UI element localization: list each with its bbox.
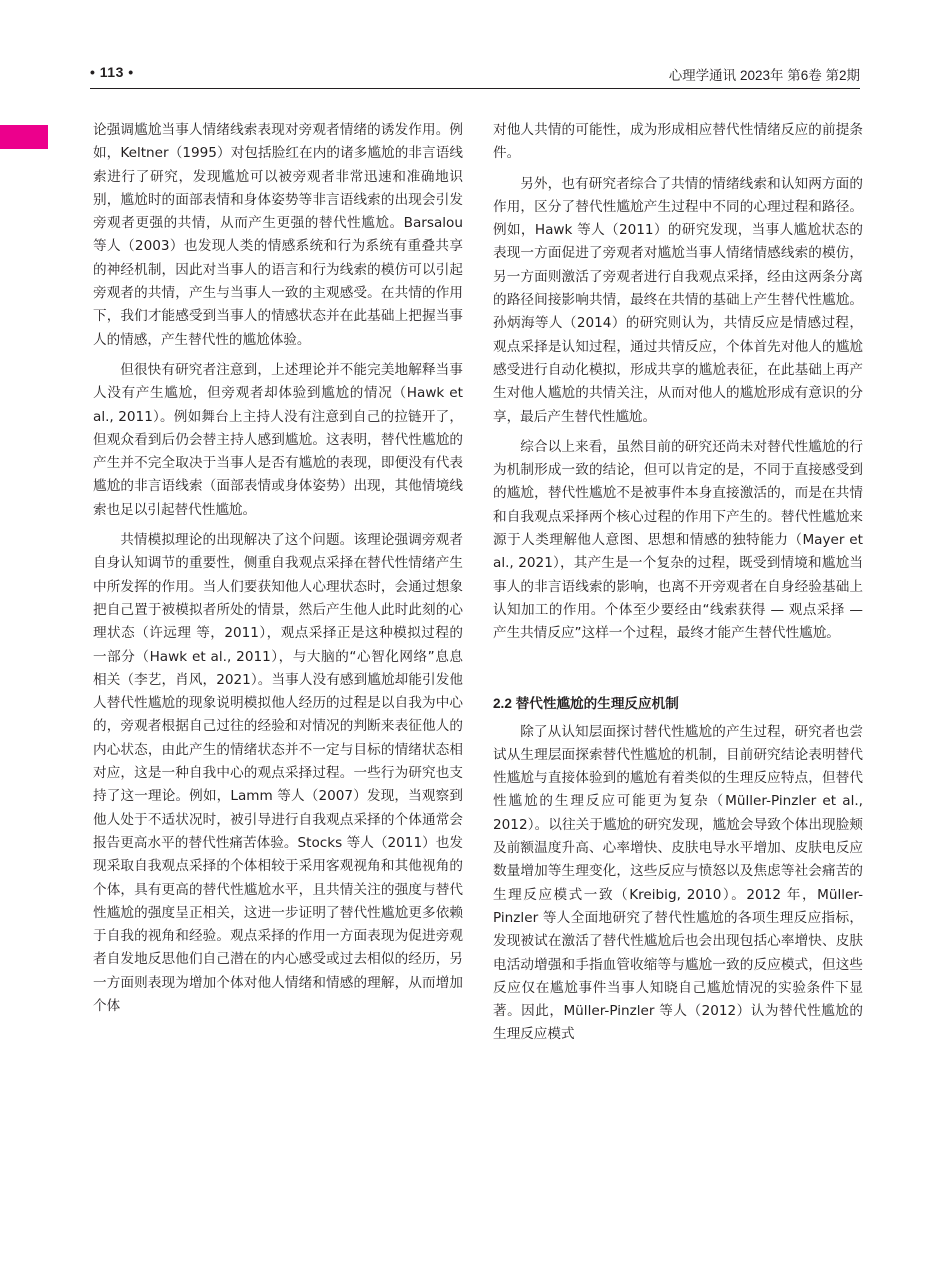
pink-tab-marker (0, 125, 48, 149)
page-number: • 113 • (90, 64, 134, 80)
paragraph: 论强调尴尬当事人情绪线索表现对旁观者情绪的诱发作用。例如，Keltner（1995）对包括脸红在内的诸多尴尬的非言语线索进行了研究，发现尴尬可以被旁观者非常迅速和准确地识别，尴尬时的面部表情和身体姿势等非言语线索的出现会引发旁观者更强的共情，从而产生更强的替代性尴尬。Barsalou 等人（2003）也发现人类的情感系统和行为系统有重叠共享的神经机制，因此对当事人的语言和行为线索的模仿可以引起旁观者的共情，产生与当事人一致的主观感受。在共情的作用下，我们才能感受到当事人的情感状态并在此基础上把握当事人的情感，产生替代性的尴尬体验。 (93, 122, 463, 348)
paragraph: 对他人共情的可能性，成为形成相应替代性情绪反应的前提条件。 (493, 122, 863, 162)
paragraph: 但很快有研究者注意到，上述理论并不能完美地解释当事人没有产生尴尬，但旁观者却体验到尴尬的情况（Hawk et al., 2011）。例如舞台上主持人没有注意到自己的拉链开了，但观众看到后仍会替主持人感到尴尬。这表明，替代性尴尬的产生并不完全取决于当事人是否有尴尬的表现，即便没有代表尴尬的非言语线索（面部表情或身体姿势）出现，其他情境线索也足以引起替代性尴尬。 (93, 361, 463, 518)
paragraph: 综合以上来看，虽然目前的研究还尚未对替代性尴尬的行为机制形成一致的结论，但可以肯定的是，不同于直接感受到的尴尬，替代性尴尬不是被事件本身直接激活的，而是在共情和自我观点采择两个核心过程的作用下产生的。替代性尴尬来源于人类理解他人意图、思想和情感的独特能力（Mayer et al., 2021），其产生是一个复杂的过程，既受到情境和尴尬当事人的非言语线索的影响，也离不开旁观者在自身经验基础上认知加工的作用。个体至少要经由“线索获得 — 观点采择 — 产生共情反应”这样一个过程，最终才能产生替代性尴尬。 (493, 438, 863, 642)
header-rule (90, 88, 860, 89)
left-column (93, 119, 463, 1025)
right-column (493, 119, 863, 1054)
paragraph: 另外，也有研究者综合了共情的情绪线索和认知两方面的作用，区分了替代性尴尬产生过程中不同的心理过程和路径。例如，Hawk 等人（2011）的研究发现，当事人尴尬状态的表现一方面促进了旁观者对尴尬当事人情绪情感线索的模仿，另一方面则激活了旁观者进行自我观点采择，经由这两条分离的路径间接影响共情，最终在共情的基础上产生替代性尴尬。孙炳海等人（2014）的研究则认为，共情反应是情感过程，观点采择是认知过程，通过共情反应，个体首先对他人的尴尬感受进行自动化模拟，形成共享的尴尬表征，在此基础上再产生对他人尴尬的共情关注，从而对他人的尴尬形成有意识的分享，最后产生替代性尴尬。 (493, 175, 863, 425)
section-heading: 2.2 替代性尴尬的生理反应机制 (493, 695, 679, 711)
journal-info: 心理学通讯 2023年 第6卷 第2期 (668, 68, 860, 83)
paragraph: 除了从认知层面探讨替代性尴尬的产生过程，研究者也尝试从生理层面探索替代性尴尬的机制，目前研究结论表明替代性尴尬与直接体验到的尴尬有着类似的生理反应特点，但替代性尴尬的生理反应可能更为复杂（Müller-Pinzler et al., 2012）。以往关于尴尬的研究发现，尴尬会导致个体出现脸颊及前额温度升高、心率增快、皮肤电导水平增加、皮肤电反应数量增加等生理变化，这些反应与愤怒以及焦虑等社会痛苦的生理反应模式一致（Kreibig, 2010）。2012 年，Müller-Pinzler 等人全面地研究了替代性尴尬的各项生理反应指标，发现被试在激活了替代性尴尬后也会出现包括心率增快、皮肤电活动增强和手指血管收缩等与尴尬一致的反应模式，但这些反应仅在尴尬事件当事人知晓自己尴尬情况的实验条件下显著。因此，Müller-Pinzler 等人（2012）认为替代性尴尬的生理反应模式 (493, 723, 863, 1043)
paragraph: 共情模拟理论的出现解决了这个问题。该理论强调旁观者自身认知调节的重要性，侧重自我观点采择在替代性情绪产生中所发挥的作用。当人们要获知他人心理状态时，会通过想象把自己置于被模拟者所处的情景，然后产生他人此时此刻的心理状态（许远理 等，2011），观点采择正是这种模拟过程的一部分（Hawk et al., 2011），与大脑的“心智化网络”息息相关（李艺，肖风，2021）。当事人没有感到尴尬却能引发他人替代性尴尬的现象说明模拟他人经历的过程是以自我为中心的，旁观者根据自己过往的经验和对情况的判断来表征他人的内心状态，由此产生的情绪状态并不一定与目标的情绪状态相对应，这是一种自我中心的观点采择过程。一些行为研究也支持了这一理论。例如，Lamm 等人（2007）发现，当观察到他人处于不适状况时，被引导进行自我观点采择的个体通常会报告更高水平的替代性痛苦体验。Stocks 等人（2011）也发现采取自我观点采择的个体相较于采用客观视角和其他视角的个体，具有更高的替代性尴尬水平，且共情关注的强度与替代性尴尬的强度呈正相关，这进一步证明了替代性尴尬更多依赖于自我的视角和经验。观点采择的作用一方面表现为促进旁观者自发地反思他们自己潜在的内心感受或过去相似的经历，另一方面则表现为增加个体对他人情绪和情感的理解，从而增加个体 (93, 532, 463, 1014)
